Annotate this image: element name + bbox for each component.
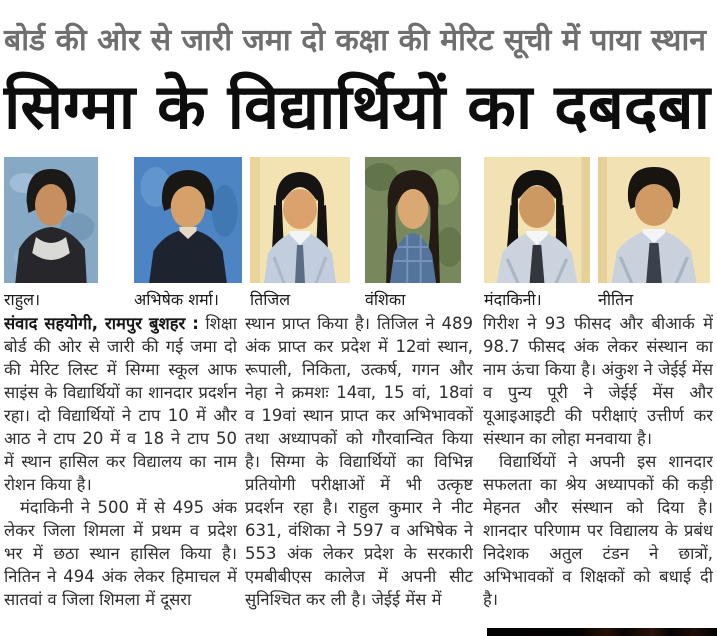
student-photo-tijil — [250, 157, 350, 310]
photo-caption-abhishek: अभिषेक शर्मा। — [134, 290, 219, 309]
photo-caption-rahul: राहुल। — [4, 290, 41, 309]
portrait-photo-girl-longhair-green-bg — [365, 157, 461, 283]
photo-caption-mandakini: मंदाकिनी। — [484, 290, 542, 309]
article-column-2 — [245, 312, 473, 618]
student-photo-nitin — [598, 157, 710, 310]
portrait-photo-boy-cream-bg — [598, 157, 710, 283]
paragraph-ranks-and-exams: स्थान प्राप्त किया है। तिजिल ने 489 अंक प्राप्त कर प्रदेश में 12वां स्थान, रूपाली, निकिता, उत्कर्ष, गगन और नेहा ने क्रमशः 14वा, 15 वां, 18वां व 19वां स्थान प्राप्त कर अभिभावकों तथा अध्यापकों को गौरवान्वित किया है। सिग्मा के विद्यार्थियों का विभिन्न प्रतियोगी परीक्षाओं में भी उत्कृष्ट प्रदर्शन रहा है। राहुल कुमार ने नीट 631, वंशिका ने 597 व अभिषेक ने 553 अंक लेकर प्रदेश के सरकारी एमबीबीएस कालेज में अपनी सीट सुनिश्चित कर ली है। जेईई मेंस में — [245, 314, 473, 609]
student-photo-rahul — [4, 157, 98, 310]
photo-caption-tijil: तिजिल — [250, 290, 291, 309]
portrait-photo-girl-braids-cream-bg — [250, 157, 350, 283]
student-photo-vanshika — [365, 157, 461, 310]
main-headline-text: सिग्मा के विद्यार्थियों का दबदबा — [2, 70, 712, 143]
article-column-3 — [483, 312, 713, 618]
portrait-photo-girl-braids-cream-bg — [484, 157, 590, 283]
article-column-1 — [4, 312, 237, 618]
portrait-photo-boy-blue-bg — [134, 157, 242, 283]
paragraph-marks-mandakini-nitin: मंदाकिनी ने 500 में से 495 अंक लेकर जिला शिमला में प्रथम व प्रदेश भर में छठा स्थान हासिल किया है। नितिन ने 494 अंक लेकर हिमाचल में सातवां व जिला शिमला में दूसरा — [4, 498, 237, 609]
paragraph-lead — [4, 312, 237, 496]
dateline: संवाद सहयोगी, रामपुर बुशहर : — [4, 314, 199, 333]
lead-text: शिक्षा बोर्ड की ओर से जारी की गई जमा दो की मेरिट लिस्ट में सिग्मा स्कूल आफ साइंस के विद्यार्थियों का शानदार प्रदर्शन रहा। दो विद्यार्थियों ने टाप 10 में और आठ ने टाप 20 में व 18 ने टाप 50 में स्थान हासिल कर विद्यालय का नाम रोशन किया है। — [4, 314, 237, 494]
photo-caption-vanshika: वंशिका — [365, 290, 406, 309]
portrait-photo-boy-blue-bg — [4, 157, 98, 283]
photo-caption-nitin: नीतिन — [598, 290, 634, 309]
main-headline — [0, 50, 717, 150]
paragraph-jee-results: गिरीश ने 93 फीसद और बीआर्क में 98.7 फीसद अंक लेकर संस्थान का नाम ऊंचा किया है। अंकुश ने जेईई मेंस व पुन्य पूरी ने जेईई मेंस और यूआइआइटी की परीक्षाएं उत्तीर्ण कर संस्थान का लोहा मनवाया है। — [483, 314, 713, 448]
paragraph-credit-congrats: विद्यार्थियों ने अपनी इस शानदार सफलता का श्रेय अध्यापकों की कड़ी मेहनत और संस्थान को दिया है। शानदार परिणाम पर विद्यालय के प्रबंध निदेशक अतुल टंडन ने छात्रों, अभिभावकों व शिक्षकों को बधाई दी है। — [483, 452, 713, 609]
cropped-photo-strip — [487, 628, 717, 636]
student-photo-mandakini — [484, 157, 590, 310]
kicker-headline-text: बोर्ड की ओर से जारी जमा दो कक्षा की मेरिट सूची में पाया स्थान — [4, 23, 703, 58]
student-photo-abhishek — [134, 157, 242, 310]
